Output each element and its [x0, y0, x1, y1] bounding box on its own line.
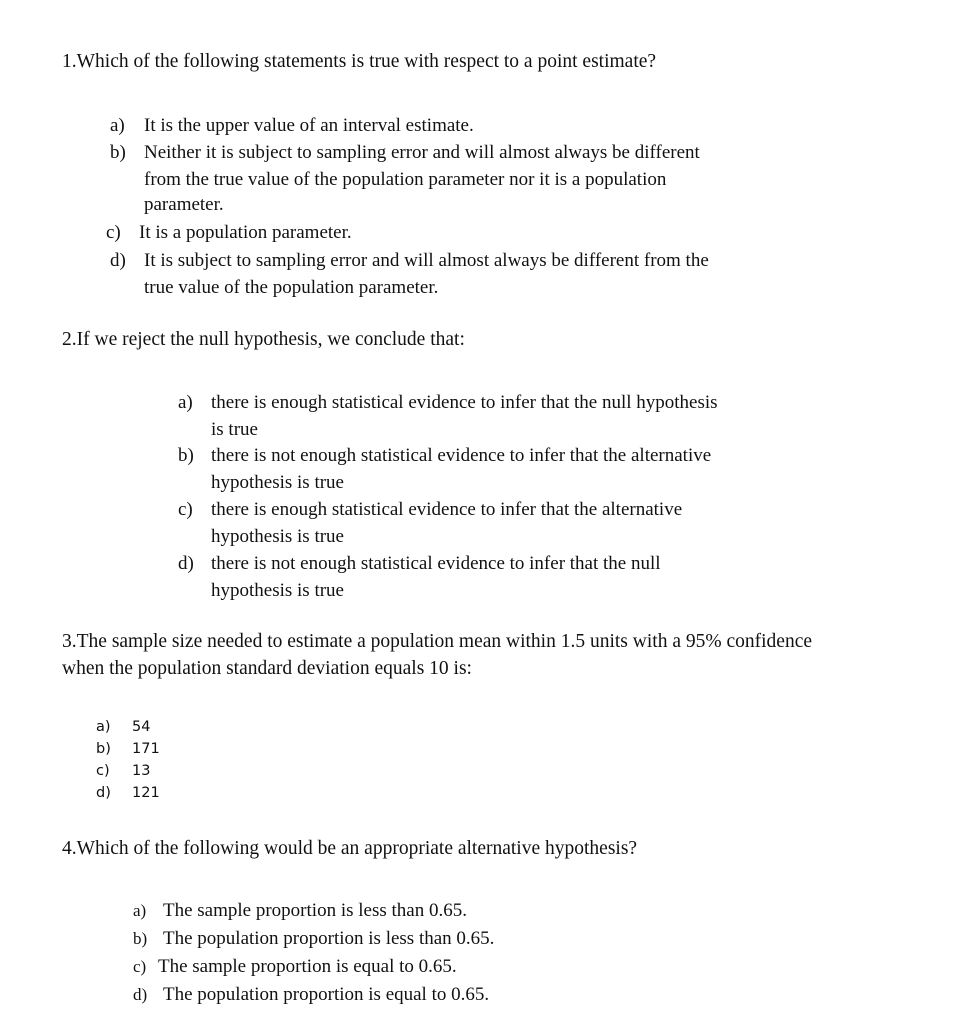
option-label: a): [110, 115, 125, 136]
option-text: 121: [132, 785, 160, 801]
option-label: d): [96, 785, 111, 801]
q1-option-d[interactable]: [110, 248, 870, 301]
q3-option-d[interactable]: [96, 782, 216, 804]
question-3-text-line-2: when the population standard deviation equals 10 is:: [62, 658, 472, 679]
option-label: d): [178, 553, 194, 574]
option-label: b): [178, 445, 194, 466]
option-text-line-1: there is enough statistical evidence to infer that the alternative: [211, 499, 683, 520]
option-label: c): [178, 499, 193, 520]
option-text: The population proportion is equal to 0.65.: [163, 984, 490, 1005]
option-label: c): [133, 957, 147, 976]
option-text-line-2: hypothesis is true: [211, 471, 344, 493]
option-label: b): [110, 142, 126, 163]
option-label: b): [96, 741, 111, 757]
option-text-line-2: is true: [211, 418, 258, 440]
option-text-line-1: Neither it is subject to sampling error and will almost always be different: [144, 142, 700, 163]
q3-option-c[interactable]: [96, 760, 216, 782]
option-label: a): [96, 719, 111, 735]
q4-option-b[interactable]: [133, 926, 733, 953]
question-1-text: 1.Which of the following statements is true with respect to a point estimate?: [62, 51, 657, 72]
q4-option-d[interactable]: [133, 982, 733, 1009]
q4-option-a[interactable]: [133, 898, 733, 925]
option-label: a): [178, 392, 193, 413]
option-text-line-1: there is not enough statistical evidence to infer that the null: [211, 553, 661, 574]
q3-option-a[interactable]: [96, 716, 216, 738]
q1-option-b[interactable]: [110, 140, 870, 217]
q2-option-d[interactable]: [178, 551, 878, 604]
question-4-text: 4.Which of the following would be an appropriate alternative hypothesis?: [62, 838, 638, 859]
q1-option-c[interactable]: [106, 220, 826, 247]
q3-option-b[interactable]: [96, 738, 216, 760]
option-text: The sample proportion is less than 0.65.: [163, 900, 467, 921]
option-text: The population proportion is less than 0.65.: [163, 928, 495, 949]
option-text-line-2: from the true value of the population parameter nor it is a population: [144, 168, 667, 190]
option-label: d): [133, 985, 148, 1004]
option-text-line-3: parameter.: [144, 194, 224, 215]
option-text-line-2: hypothesis is true: [211, 525, 344, 547]
q2-option-a[interactable]: [178, 390, 878, 443]
option-label: c): [96, 763, 110, 779]
option-label: c): [106, 222, 121, 243]
option-text: It is the upper value of an interval estimate.: [144, 115, 474, 136]
option-text-line-2: hypothesis is true: [211, 579, 344, 601]
q2-option-b[interactable]: [178, 443, 878, 496]
q4-option-c[interactable]: [133, 954, 733, 981]
option-text-line-1: It is subject to sampling error and will almost always be different from the: [144, 250, 709, 271]
option-text: 13: [132, 763, 151, 779]
question-2-text: 2.If we reject the null hypothesis, we conclude that:: [62, 329, 465, 350]
option-label: d): [110, 250, 126, 271]
option-text-line-2: true value of the population parameter.: [144, 276, 439, 298]
option-text: The sample proportion is equal to 0.65.: [158, 956, 457, 977]
option-text: 54: [132, 719, 151, 735]
question-3-text-line-1: 3.The sample size needed to estimate a population mean within 1.5 units with a 95% confidence: [62, 631, 812, 652]
option-text: It is a population parameter.: [139, 222, 352, 243]
option-text: 171: [132, 741, 160, 757]
option-text-line-1: there is enough statistical evidence to infer that the null hypothesis: [211, 392, 718, 413]
option-label: b): [133, 929, 148, 948]
option-label: a): [133, 901, 147, 920]
option-text-line-1: there is not enough statistical evidence to infer that the alternative: [211, 445, 712, 466]
q2-option-c[interactable]: [178, 497, 878, 550]
q1-option-a[interactable]: [110, 113, 830, 140]
